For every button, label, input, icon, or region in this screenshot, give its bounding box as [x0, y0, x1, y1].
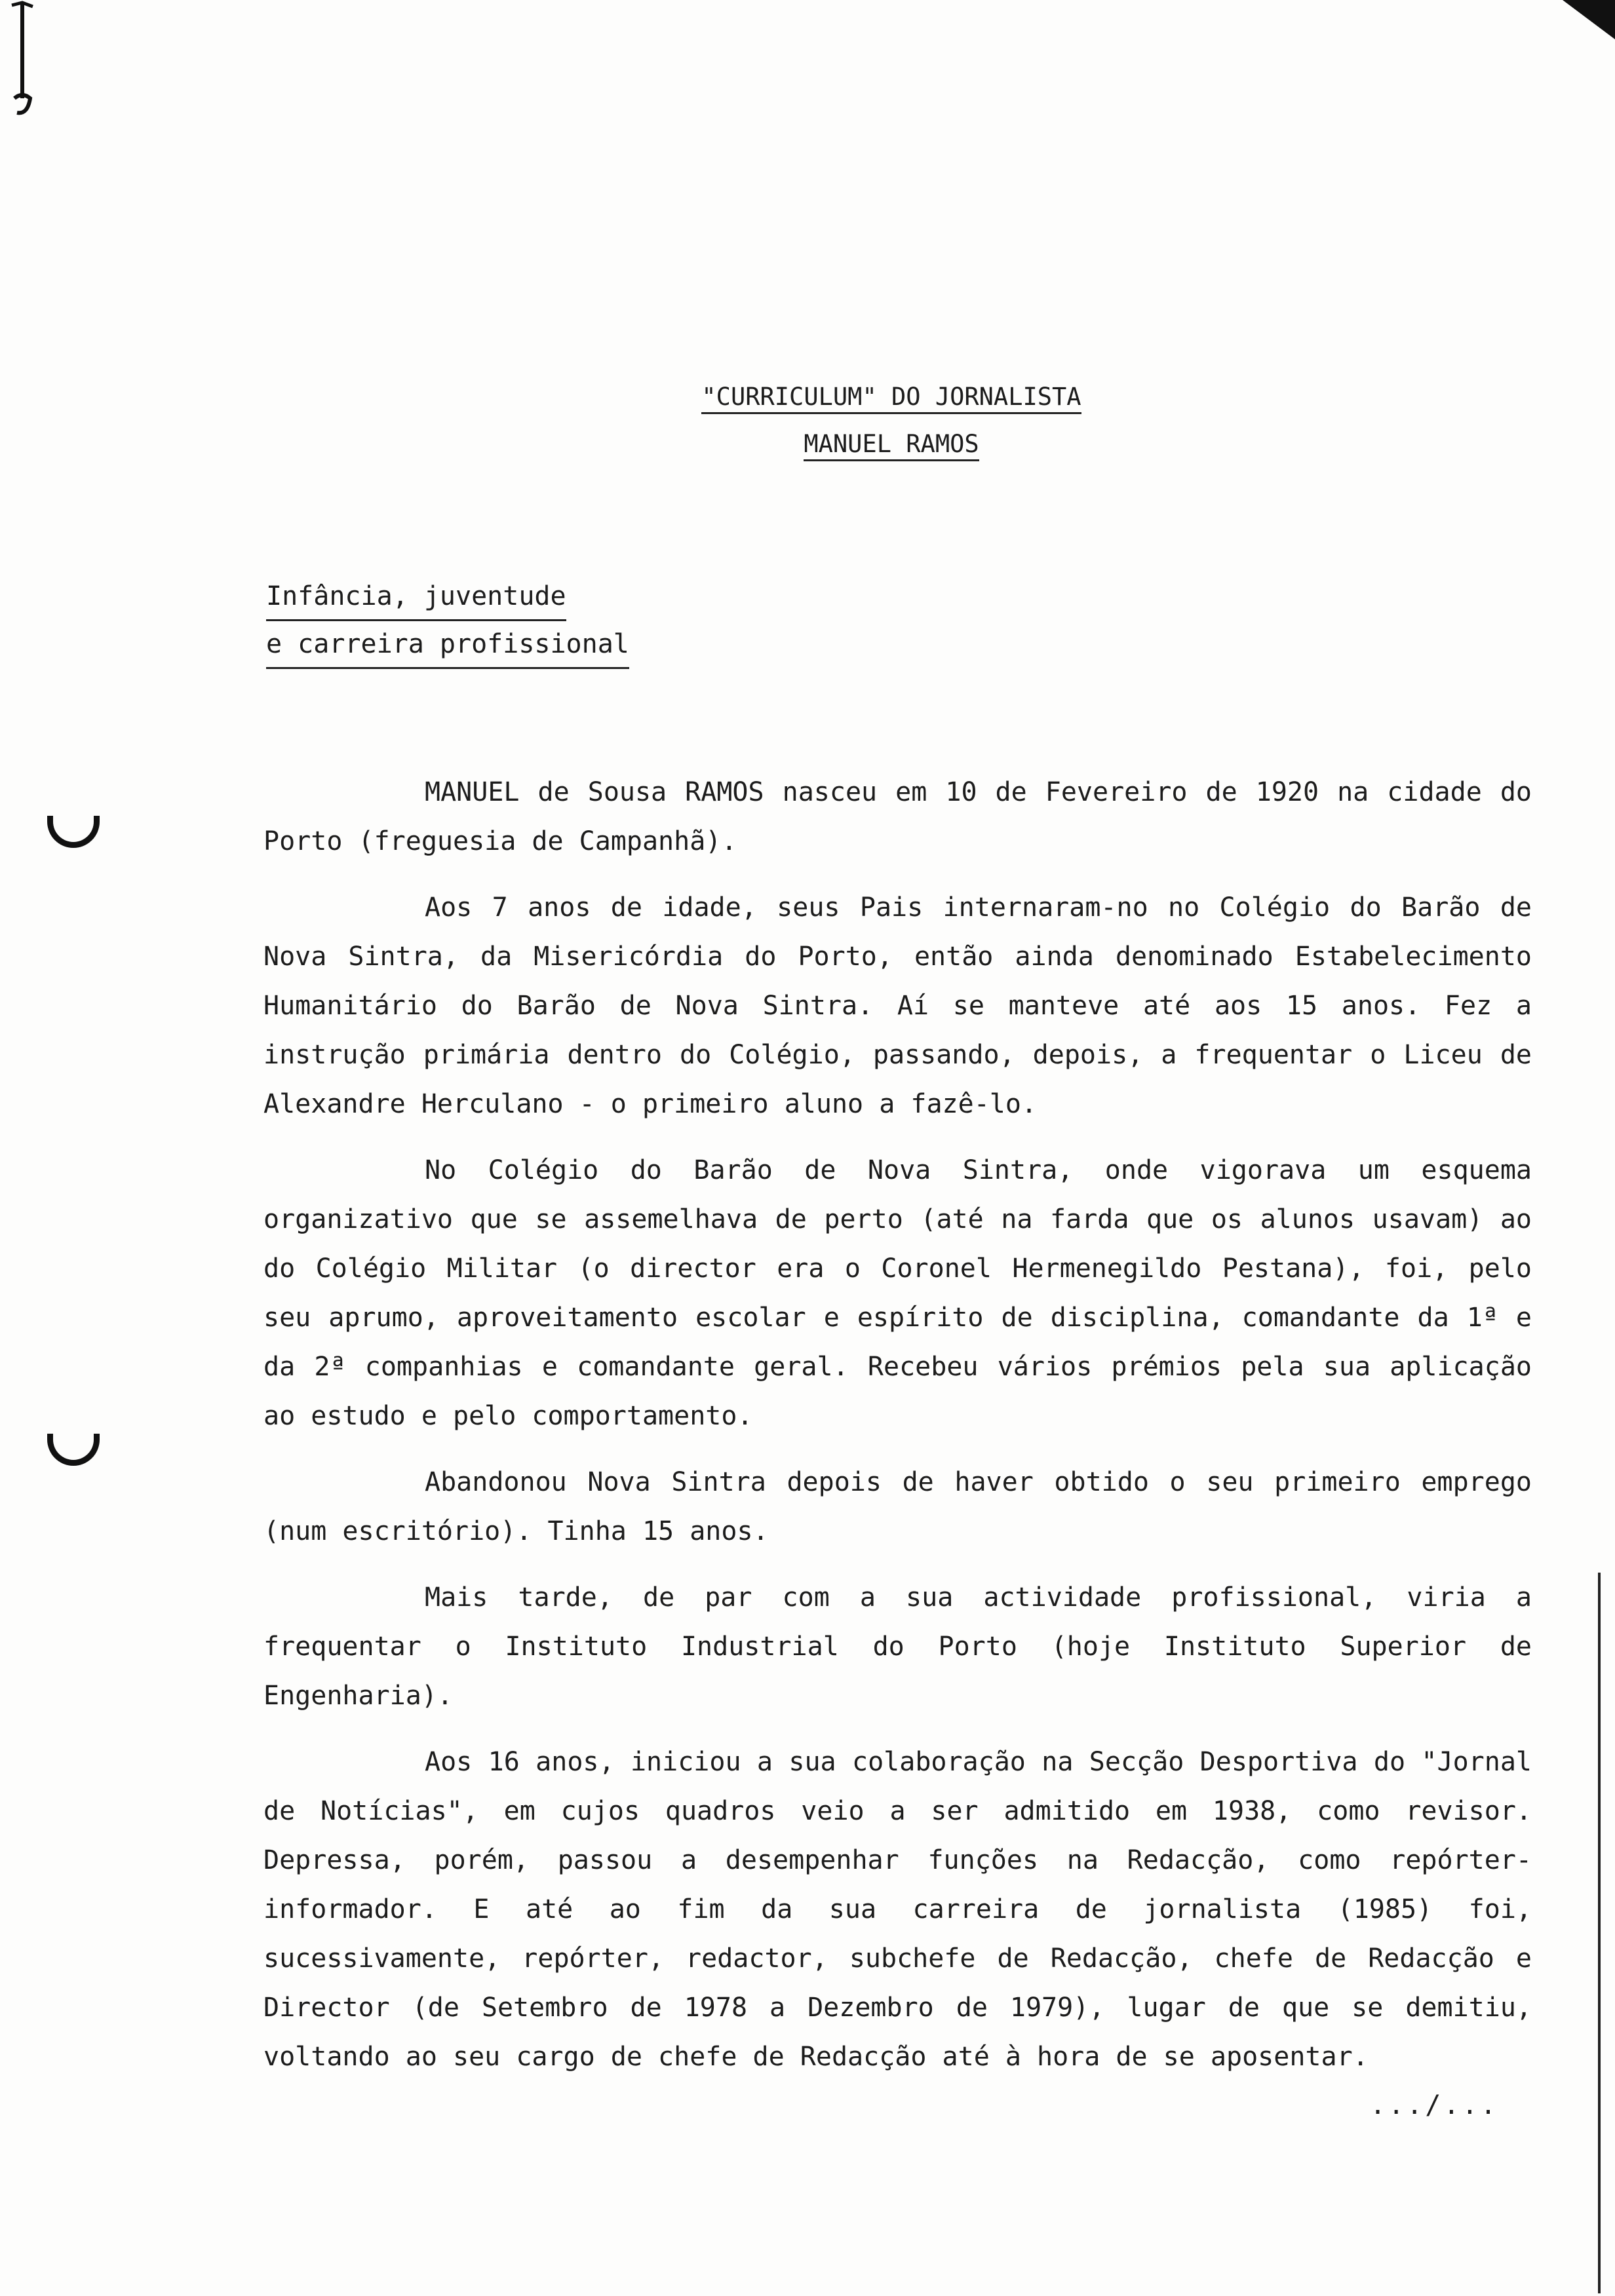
title-line-2: MANUEL RAMOS [804, 430, 979, 461]
staple-mark-icon [9, 0, 35, 124]
document-title [682, 373, 1101, 468]
paragraph: Aos 7 anos de idade, seus Pais internaram-no no Colégio do Barão de Nova Sintra, da Misericórdia do Porto, então ainda denominado Estabelecimento Humanitário do Barão de Nova Sintra. Aí se manteve até aos 15 anos. Fez a instrução primária dentro do Colégio, passando, depois, a frequentar o Liceu de Alexandre Herculano - o primeiro aluno a fazê-lo. [263, 892, 1532, 1119]
paragraph: MANUEL de Sousa RAMOS nasceu em 10 de Fevereiro de 1920 na cidade do Porto (freguesia de Campanhã). [263, 777, 1532, 856]
section-heading-line-2: e carreira profissional [266, 621, 629, 669]
corner-fold-icon [1556, 0, 1615, 46]
punch-hole-icon [47, 1434, 100, 1466]
continuation-mark: .../... [1370, 2090, 1499, 2120]
section-heading-line-1: Infância, juventude [266, 573, 566, 621]
paragraph: No Colégio do Barão de Nova Sintra, onde vigorava um esquema organizativo que se assemelhava de perto (até na farda que os alunos usavam) ao do Colégio Militar (o director era o Coronel Hermenegildo Pestana), foi, pelo seu aprumo, aproveitamento escolar e espírito de disciplina, comandante da 1ª e da 2ª companhias e comandante geral. Recebeu vários prémios pela sua aplicação ao estudo e pelo comportamento. [263, 1155, 1532, 1431]
page-edge-shadow [1598, 1573, 1601, 2293]
paragraph: Abandonou Nova Sintra depois de haver obtido o seu primeiro emprego (num escritório). Tinha 15 anos. [263, 1467, 1532, 1546]
title-line-1: "CURRICULUM" DO JORNALISTA [701, 383, 1081, 414]
section-heading [266, 573, 629, 669]
paragraph: Mais tarde, de par com a sua actividade profissional, viria a frequentar o Instituto Industrial do Porto (hoje Instituto Superior de Engenharia). [263, 1582, 1532, 1711]
punch-hole-icon [47, 816, 100, 848]
paragraph: Aos 16 anos, iniciou a sua colaboração na Secção Desportiva do "Jornal de Notícias", em cujos quadros veio a ser admitido em 1938, como revisor. Depressa, porém, passou a desempenhar funções na Redacção, como repórter-informador. E até ao fim da sua carreira de jornalista (1985) foi, sucessivamente, repórter, redactor, subchefe de Redacção, chefe de Redacção e Director (de Setembro de 1978 a Dezembro de 1979), lugar de que se demitiu, voltando ao seu cargo de chefe de Redacção até à hora de se aposentar. [263, 1747, 1532, 2072]
body-text [263, 768, 1532, 2099]
